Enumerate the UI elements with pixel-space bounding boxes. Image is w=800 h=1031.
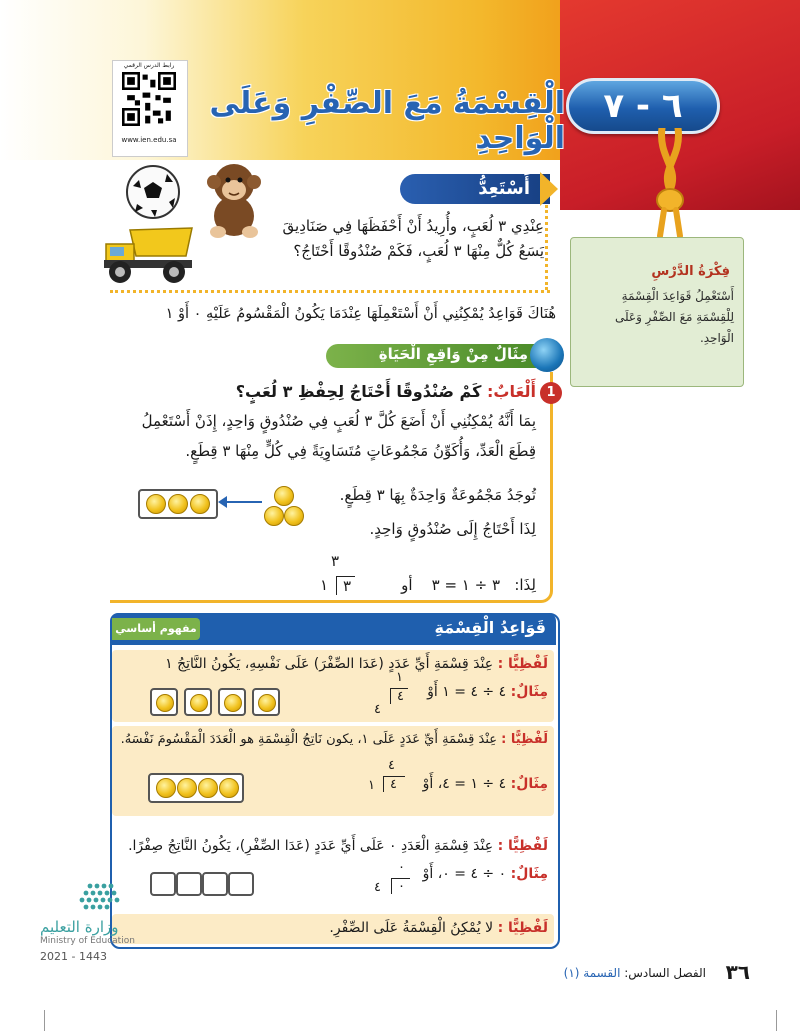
rule-3-ld-dividend: ٠ <box>391 878 410 894</box>
counter-group-box <box>138 489 218 519</box>
need-line: لِذَا أَحْتَاجُ إِلَى صُنْدُوقٍ وَاحِدٍ. <box>369 520 536 538</box>
counter-box <box>184 688 212 716</box>
empty-box <box>150 872 176 896</box>
page-number: ٣٦ <box>725 960 750 984</box>
prepare-label: أَسْتَعِدُّ <box>478 178 530 199</box>
qr-code-icon[interactable] <box>122 72 176 126</box>
arrow-left-icon <box>222 501 262 503</box>
rule-2-ld-dividend: ٤ <box>383 776 405 792</box>
rule-1-ld-quotient: ١ <box>396 670 403 685</box>
rule-2-equation: ٤ ÷ ١ = ٤، <box>437 776 507 792</box>
counter-icon <box>156 778 176 798</box>
counter-box <box>252 688 280 716</box>
globe-icon <box>530 338 564 372</box>
real-world-label: مِثَالٌ مِنْ وَاقِعِ الْحَيَاةِ <box>378 345 528 363</box>
lesson-title: الْقِسْمَةُ مَعَ الصِّفْرِ وَعَلَى الْوَاحِدِ <box>209 86 565 156</box>
example-question-text: كَمْ صُنْدُوقًا أَحْتَاجُ لِحِفْظِ ٣ لُعَبٍ؟ <box>235 382 482 401</box>
rule-2-ld-quotient: ٤ <box>388 758 395 773</box>
counter-icon <box>190 694 208 712</box>
rule-2-ld-divisor: ١ <box>368 778 375 793</box>
counter-icon <box>177 778 197 798</box>
counter-icon <box>198 778 218 798</box>
crop-mark <box>776 1010 777 1031</box>
rule-1-statement: عِنْدَ قِسْمَةِ أَيِّ عَدَدٍ (عَدَا الصِّفْرَ) عَلَى نَفْسِهِ، يَكُونُ النَّاتِجُ ١ <box>165 656 494 672</box>
rule-1-ld-divisor: ٤ <box>374 702 381 717</box>
rule-3-or: أَوْ <box>422 866 434 882</box>
toy-truck-icon <box>100 222 196 286</box>
rule-1-example-label: مِثَالٌ: <box>510 684 548 700</box>
ministry-name-ar: وزارة التعليم <box>40 918 119 936</box>
counter-icon <box>264 506 284 526</box>
arrow-head-icon <box>218 496 227 508</box>
example-question <box>200 382 536 401</box>
counter-icon <box>224 694 242 712</box>
counter-icon <box>274 486 294 506</box>
chapter-label <box>520 966 706 980</box>
qr-caption: رابط الدرس الرقمي <box>123 62 175 69</box>
rule-1-counter-boxes <box>150 688 290 716</box>
lesson-idea-text: أَسْتَعْمِلُ قَوَاعِدَ الْقِسْمَةِ لِلْقِسْمَةِ مَعَ الصِّفْرِ وَعَلَى الْوَاحِدِ. <box>614 289 734 345</box>
rule-4-text <box>118 920 548 936</box>
counter-box <box>150 688 178 716</box>
soccer-ball-icon <box>125 164 181 220</box>
prepare-divider <box>110 290 550 293</box>
rule-3-ld-quotient: ٠ <box>398 860 405 875</box>
crop-mark <box>44 1010 45 1031</box>
rule-1-ld-dividend: ٤ <box>390 688 408 704</box>
rule-1-equation: ٤ ÷ ٤ = ١ <box>442 684 507 700</box>
rule-2-statement: عِنْدَ قِسْمَةِ أَيِّ عَدَدٍ عَلَى ١، يكون نَاتِجُ الْقِسْمَةِ هو الْعَدَدَ الْمَقْسُومَ نَفْسَهُ. <box>120 732 498 747</box>
ministry-logo-icon <box>40 880 150 916</box>
rule-3-statement: عِنْدَ قِسْمَةِ الْعَدَدِ ٠ عَلَى أَيِّ عَدَدٍ (عَدَا الصِّفْرِ)، يَكُونُ النَّاتِجُ صِفْرًا. <box>128 838 494 854</box>
rule-3-keyword: لَفْظِيًّا : <box>497 838 548 854</box>
so-or: أو <box>401 576 413 594</box>
rule-3-example-label: مِثَالٌ: <box>510 866 548 882</box>
prepare-arrow-icon <box>540 172 558 206</box>
counter-icon <box>168 494 188 514</box>
so-label: لِذَا: <box>514 576 536 594</box>
ld-quotient: ٣ <box>331 552 340 570</box>
rule-4-statement: لا يُمْكِنُ الْقِسْمَةُ عَلَى الصِّفْرِ. <box>329 920 494 936</box>
rule-1-keyword: لَفْظِيًّا : <box>497 656 548 672</box>
rule-2-keyword: لَفْظِيًّا : <box>501 732 548 747</box>
counter-icon <box>219 778 239 798</box>
rule-2-or: أَوْ <box>422 776 434 792</box>
so-equation: ٣ ÷ ١ = ٣ <box>431 576 501 594</box>
lesson-number: ٦ - ٧ <box>566 78 720 134</box>
counter-icon <box>146 494 166 514</box>
rule-2-counter-group <box>148 773 244 803</box>
empty-box <box>228 872 254 896</box>
counter-icon <box>156 694 174 712</box>
counter-icon <box>190 494 210 514</box>
empty-box <box>202 872 228 896</box>
chapter-topic: القسمة (١) <box>563 966 621 980</box>
example-number-badge: 1 <box>540 382 562 404</box>
loose-counters <box>262 486 306 526</box>
rule-2-text <box>118 732 548 747</box>
counter-box <box>218 688 246 716</box>
rule-1-text <box>118 656 548 672</box>
rule-3-text <box>118 838 548 854</box>
chapter-name: الفصل السادس: <box>624 966 706 980</box>
qr-url[interactable]: www.ien.edu.sa <box>121 136 177 144</box>
ld-divisor: ١ <box>320 576 329 594</box>
rule-2-example <box>348 776 548 792</box>
counter-icon <box>284 506 304 526</box>
intro-text: هُنَاكَ قَوَاعِدُ يُمْكِنُنِي أَنْ أَسْتَعْمِلَهَا عِنْدَمَا يَكُونُ الْمَقْسُومُ عَلَيْهِ ٠ أَوْ ١ <box>165 306 556 322</box>
rule-3-equation: ٠ ÷ ٤ = ٠، <box>437 866 507 882</box>
example-question-label: أَلْعَابٌ: <box>486 382 536 401</box>
counter-icon <box>258 694 276 712</box>
toy-monkey-icon <box>200 160 268 240</box>
ministry-year: 2021 - 1443 <box>40 950 107 963</box>
prepare-text: عِنْدِي ٣ لُعَبٍ، وأُرِيدُ أَنْ أَحْفَظَهَا فِي صَنَادِيقَ يَسَعُ كُلٌّ مِنْهَا ٣ لُعَبٍ، فَكَمْ صُنْدُوقًا أَحْتَاجُ؟ <box>282 217 544 260</box>
empty-box <box>176 872 202 896</box>
prepare-divider <box>545 205 548 290</box>
group-line: تُوجَدُ مَجْمُوعَةٌ وَاحِدَةٌ بِهَا ٣ قِطَعٍ. <box>339 486 536 504</box>
rule-3-ld-divisor: ٤ <box>374 880 381 895</box>
rule-1-example <box>348 684 548 700</box>
example-body: بِمَا أَنَّهُ يُمْكِنُنِي أَنْ أَضَعَ كُلَّ ٣ لُعَبٍ فِي صُنْدُوقٍ وَاحِدٍ، إِذَنْ أَسْتَعْمِلُ قِطَعَ الْعَدِّ، وَأُكَوِّنُ مَجْمُوعَاتٍ مُتَسَاوِيَةً فِي كُلٍّ مِنْهَا ٣ قِطَعٍ. <box>141 412 536 460</box>
rule-4-keyword: لَفْظِيًّا : <box>497 920 548 936</box>
ld-dividend: ٣ <box>336 576 355 595</box>
lesson-idea-title: فِكْرَةُ الدَّرْسِ <box>651 264 730 279</box>
rope-knot-icon <box>640 128 700 238</box>
ministry-name-en: Ministry of Education <box>40 936 135 946</box>
rule-1-or: أَوْ <box>427 684 438 700</box>
rule-3-empty-boxes <box>150 872 260 900</box>
rule-2-example-label: مِثَالٌ: <box>510 776 548 792</box>
rules-title: قَوَاعِدُ الْقِسْمَةِ <box>434 618 546 637</box>
key-concept-badge: مفهوم أساسي <box>112 618 200 640</box>
